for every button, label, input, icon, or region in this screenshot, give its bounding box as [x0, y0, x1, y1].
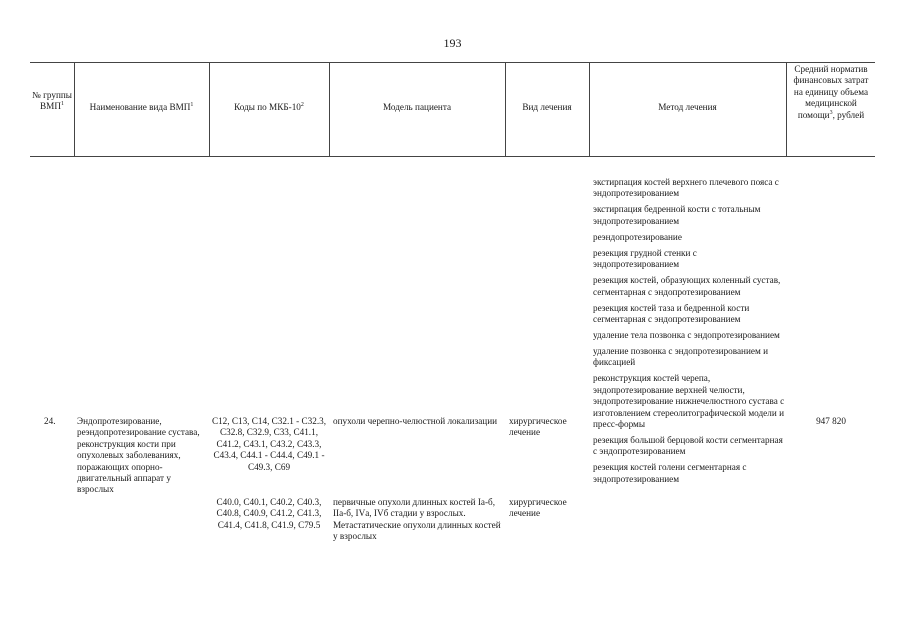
- method-item: резекция костей, образующих коленный сустав, сегментарная с эндопротезированием: [593, 275, 781, 297]
- row-treatment-type-2: хирургическое лечение: [509, 497, 567, 519]
- method-item: резекция костей голени сегментарная с эндопротезированием: [593, 462, 747, 484]
- header-average-cost: [790, 64, 872, 121]
- row-vmp-name: Эндопротезирование, реэндопротезирование сустава, реконструкция кости при опухолевых заболеваниях, поражающих опорно-двигательный аппарат у взрослых: [77, 416, 200, 495]
- row-icd-codes-1: C12, C13, C14, C32.1 - C32.3, C32.8, C32.9, C33, C41.1, C41.2, C43.1, C43.2, C43.3, C43.4, C44.1 - C44.4, C49.1 - C49.3, C69: [211, 416, 327, 472]
- method-item: резекция большой берцовой кости сегментарная с эндопротезированием: [593, 435, 783, 457]
- method-item: реэндопротезирование: [593, 231, 682, 242]
- method-item: резекция грудной стенки с эндопротезированием: [593, 247, 697, 270]
- header-bottom-border: [30, 156, 875, 157]
- method-item: экстирпация бедренной кости с тотальным эндопротезированием: [593, 204, 761, 226]
- method-item: удаление позвонка с эндопротезированием и фиксацией: [593, 346, 769, 368]
- table-top-border: [30, 62, 875, 63]
- header-patient-model-text: Модель пациента: [382, 102, 452, 112]
- header-treatment-type-text: Вид лечения: [522, 102, 572, 112]
- header-average-cost-suffix: , рублей: [832, 109, 865, 120]
- header-patient-model: [330, 102, 504, 113]
- header-average-cost-text: Средний норматив финансовых затрат на единицу объема медицинской помощи: [793, 64, 869, 120]
- footnote-mark: 3: [829, 109, 833, 116]
- row-icd-codes-2: C40.0, C40.1, C40.2, C40.3, C40.8, C40.9, C41.2, C41.3, C41.4, C41.8, C41.9, C79.5: [216, 497, 322, 530]
- header-icd-codes-text: Коды по МКБ-10: [234, 102, 301, 112]
- method-item: экстирпация костей верхнего плечевого пояса с эндопротезированием: [593, 177, 779, 199]
- method-item: резекция костей таза и бедренной кости сегментарная с эндопротезированием: [593, 302, 750, 325]
- header-group-number: [31, 90, 73, 113]
- header-vmp-name: [75, 102, 208, 113]
- row-treatment-type-1: хирургическое лечение: [509, 416, 567, 438]
- row-average-cost: 947 820: [816, 416, 846, 426]
- footnote-mark: 2: [300, 101, 304, 108]
- header-icd-codes: [210, 102, 328, 113]
- row-patient-model-2: первичные опухоли длинных костей Iа-б, IIа-б, IVа, IVб стадии у взрослых. Метастатические опухоли длинных костей у взрослых: [333, 497, 501, 542]
- header-treatment-method-text: Метод лечения: [658, 102, 717, 112]
- column-divider: [786, 62, 787, 157]
- header-treatment-type: [506, 102, 588, 113]
- row-patient-model-1: опухоли черепно-челюстной локализации: [333, 416, 498, 426]
- page-number: 193: [443, 36, 462, 50]
- header-vmp-name-text: Наименование вида ВМП: [89, 102, 191, 112]
- header-treatment-method: [590, 102, 785, 113]
- method-item: реконструкция костей черепа, эндопротезирование верхней челюсти, эндопротезирование нижнечелюстного сустава с изготовлением стереолитографической модели и пресс-формы: [593, 373, 785, 430]
- footnote-mark: 1: [190, 101, 194, 108]
- footnote-mark: 1: [60, 101, 64, 108]
- method-item: удаление тела позвонка с эндопротезированием: [593, 330, 780, 341]
- row-group-number: 24.: [44, 416, 56, 426]
- header-group-number-text: № группы ВМП: [32, 90, 72, 112]
- treatment-methods-list: [593, 177, 785, 490]
